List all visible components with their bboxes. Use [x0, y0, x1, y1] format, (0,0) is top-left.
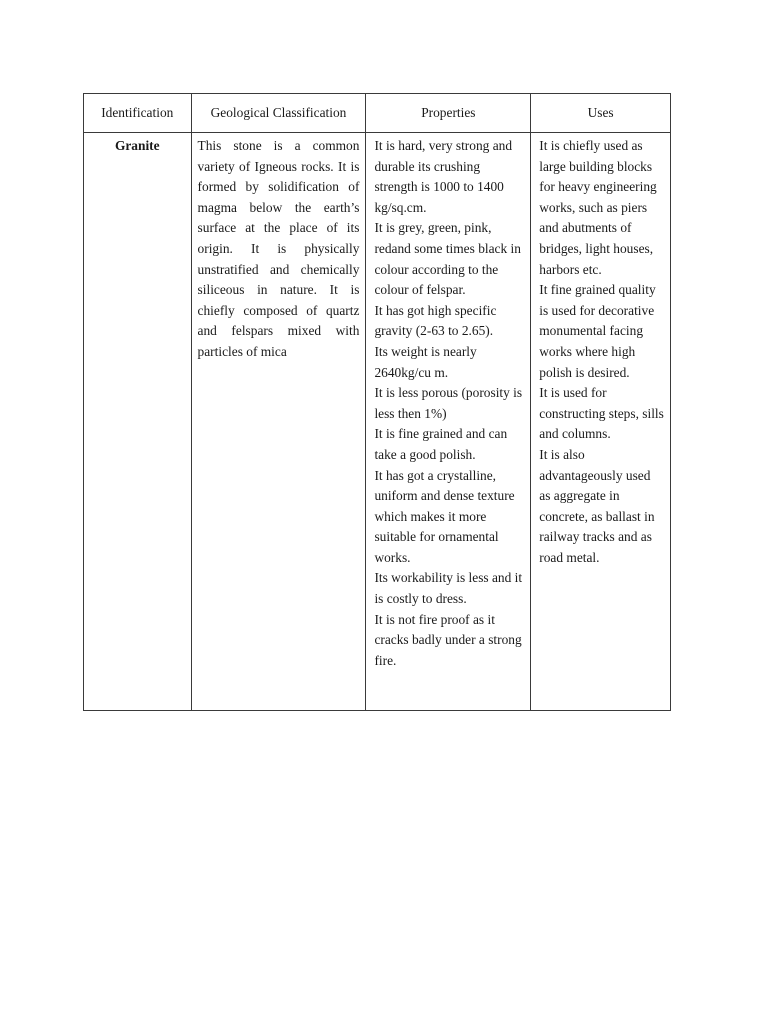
property-item: Its workability is less and it is costly to dress. [374, 570, 523, 607]
header-properties: Properties [366, 94, 531, 133]
use-item: It is chiefly used as large building blocks for heavy engineering works, such as piers and abutments of bridges, light houses, harbors etc. [539, 138, 657, 277]
use-item: It fine grained quality is used for decorative monumental facing works where high polish is desired. [539, 282, 656, 380]
stone-properties-table [83, 93, 671, 711]
use-item: It is also advantageously used as aggregate in concrete, as ballast in railway tracks and as road metal. [539, 446, 655, 565]
uses-cell [531, 133, 671, 711]
geological-classification-cell [191, 133, 366, 711]
property-item: It is grey, green, pink, redand some times black in colour according to the colour of felspar. [374, 220, 521, 298]
table-header [84, 94, 671, 133]
header-identification: Identification [84, 94, 192, 133]
properties-cell [366, 133, 531, 711]
property-item: It is hard, very strong and durable its crushing strength is 1000 to 1400 kg/sq.cm. [374, 138, 513, 215]
property-item: It has got high specific gravity (2-63 to 2.65). [374, 302, 497, 339]
property-item: It has got a crystalline, uniform and dense texture which makes it more suitable for ornamental works. [374, 467, 515, 565]
property-item: It is less porous (porosity is less then 1%) [374, 385, 523, 421]
use-item: It is used for constructing steps, sills and columns. [539, 385, 664, 442]
property-item: It is fine grained and can take a good polish. [374, 426, 508, 462]
uses-list [537, 136, 664, 568]
header-geological-classification: Geological Classification [191, 94, 366, 133]
properties-list [372, 136, 524, 671]
geological-classification-text: This stone is a common variety of Igneous rocks. It is formed by solidification of magma below the earth’s surface at the place of its origin. It is physically unstratified and chemically siliceous in nature. It is chiefly composed of quartz and felspars mixed with particles of mica [197, 138, 360, 359]
property-item: Its weight is nearly 2640kg/cu m. [374, 343, 477, 380]
identification-cell [84, 133, 192, 711]
table-row [84, 133, 671, 711]
header-uses: Uses [531, 94, 671, 133]
property-item: It is not fire proof as it cracks badly under a strong fire. [374, 611, 522, 668]
header-row [84, 94, 671, 133]
table-body [84, 133, 671, 711]
rock-name: Granite [114, 138, 160, 153]
